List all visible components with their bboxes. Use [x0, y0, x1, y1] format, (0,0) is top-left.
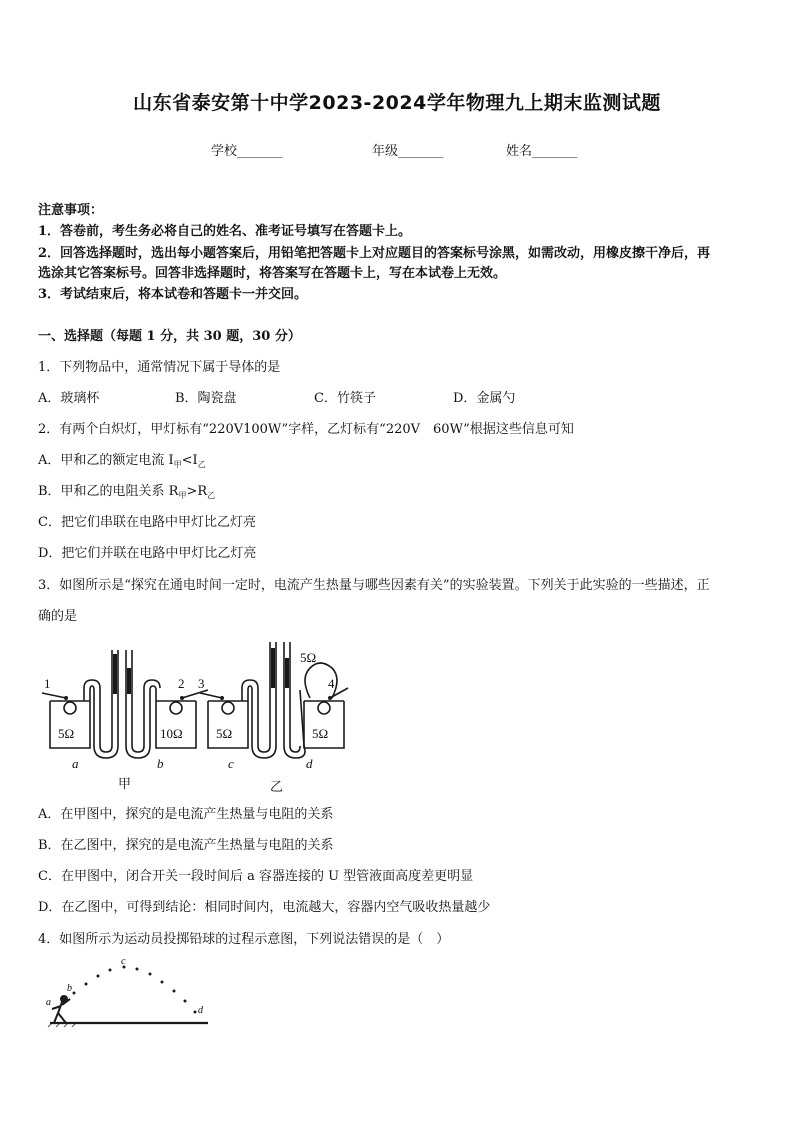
q2-option-c: C．把它们串联在电路中甲灯比乙灯亮 — [38, 515, 256, 530]
q1-option-c: C．竹筷子 — [314, 391, 376, 406]
q1-option-b: B．陶瓷盘 — [175, 391, 237, 406]
fig-label-1: 1 — [44, 676, 51, 691]
q2-b-mid: >R — [186, 484, 208, 499]
q2-a-text: A．甲和乙的额定电流 I — [38, 453, 174, 468]
grade-field: 年级_______ — [372, 144, 444, 159]
page-title: 山东省泰安第十中学2023-2024学年物理九上期末监测试题 — [133, 92, 661, 114]
q3-option-a: A．在甲图中，探究的是电流产生热量与电阻的关系 — [38, 807, 334, 822]
figure-yi-label: 乙 — [270, 779, 284, 793]
container-a-label: a — [72, 756, 79, 771]
q2-b-sub2: 乙 — [207, 491, 216, 500]
notes-heading: 注意事项： — [38, 203, 104, 218]
q3-option-c: C．在甲图中，闭合开关一段时间后 a 容器连接的 U 型管液面高度差更明显 — [38, 869, 474, 884]
q4-label-c: c — [121, 956, 126, 967]
q3-option-b: B．在乙图中，探究的是电流产生热量与电阻的关系 — [38, 838, 334, 853]
q3-stem-line1: 3．如图所示是“探究在通电时间一定时，电流产生热量与哪些因素有关”的实验装置。下列关于此实验的一些描述，正 — [38, 578, 710, 593]
q2-option-b — [38, 483, 215, 502]
fig-label-4: 4 — [328, 676, 335, 691]
resistor-c-label: 5Ω — [216, 726, 233, 741]
q4-label-a: a — [46, 997, 51, 1008]
note-2b: 选涂其它答案标号。回答非选择题时，将答案写在答题卡上，写在本试卷上无效。 — [38, 266, 507, 281]
q1-option-a: A．玻璃杯 — [38, 391, 100, 406]
container-c-label: c — [228, 756, 234, 771]
q3-figure — [38, 638, 358, 793]
resistor-b-label: 10Ω — [160, 726, 183, 741]
q2-b-text: B．甲和乙的电阻关系 R — [38, 484, 179, 499]
q4-label-b: b — [67, 983, 72, 994]
container-d-label: d — [306, 756, 313, 771]
q4-label-d: d — [198, 1005, 203, 1016]
q2-option-a — [38, 452, 206, 471]
fig-label-2: 2 — [178, 676, 185, 691]
note-2a: 2．回答选择题时，选出每小题答案后，用铅笔把答题卡上对应题目的答案标号涂黑，如需改动，用橡皮擦干净后，再 — [38, 246, 711, 261]
q3-stem-line2: 确的是 — [38, 609, 78, 624]
resistor-top-label: 5Ω — [300, 650, 317, 665]
q2-a-sub2: 乙 — [197, 460, 206, 469]
q4-figure — [40, 955, 215, 1030]
note-1: 1．答卷前，考生务必将自己的姓名、准考证号填写在答题卡上。 — [38, 224, 412, 239]
q2-a-sub1: 甲 — [173, 460, 182, 469]
resistor-a-label: 5Ω — [58, 726, 75, 741]
q1-option-d: D．金属勺 — [453, 391, 516, 406]
fig-label-3: 3 — [198, 676, 205, 691]
q3-option-d: D．在乙图中，可得到结论：相同时间内，电流越大，容器内空气吸收热量越少 — [38, 900, 491, 915]
figure-jia-label: 甲 — [118, 776, 132, 791]
q2-option-d: D．把它们并联在电路中甲灯比乙灯亮 — [38, 546, 257, 561]
q2-stem: 2．有两个白炽灯，甲灯标有“220V100W”字样，乙灯标有“220V 60W”根据这些信息可知 — [38, 422, 574, 437]
name-field: 姓名_______ — [506, 144, 578, 159]
q4-stem: 4．如图所示为运动员投掷铅球的过程示意图，下列说法错误的是（ ） — [38, 932, 450, 947]
resistor-d-label: 5Ω — [312, 726, 329, 741]
q1-stem: 1．下列物品中，通常情况下属于导体的是 — [38, 360, 281, 375]
school-field: 学校_______ — [211, 144, 283, 159]
container-b-label: b — [157, 756, 164, 771]
note-3: 3．考试结束后，将本试卷和答题卡一并交回。 — [38, 287, 308, 302]
q2-a-mid: <I — [181, 453, 198, 468]
section-heading: 一、选择题（每题 1 分，共 30 题，30 分） — [38, 329, 301, 344]
q2-b-sub1: 甲 — [178, 491, 187, 500]
